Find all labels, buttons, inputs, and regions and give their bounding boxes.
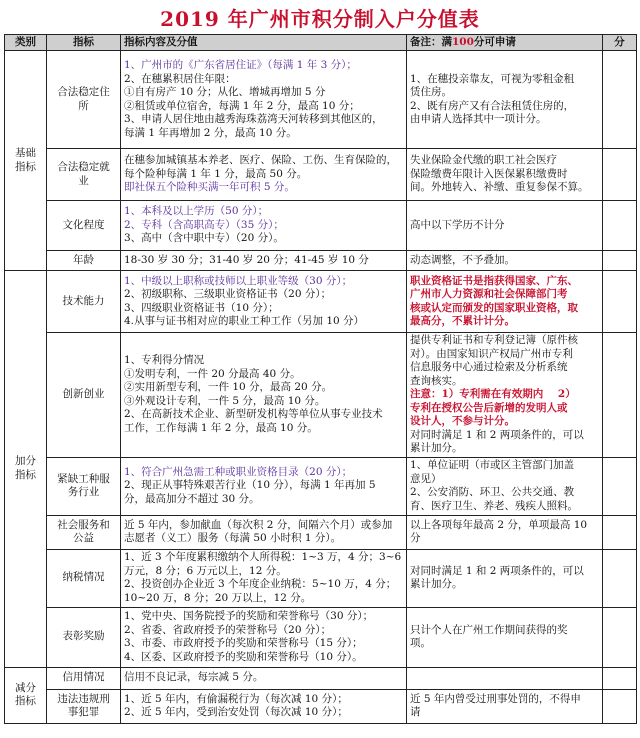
note-line: 项。 xyxy=(410,637,431,649)
category-cell-deduct: 减分 指标 xyxy=(5,667,47,723)
note-cell xyxy=(407,667,603,689)
content-line: 每满 1 年再增加 2 分，最高 10 分。 xyxy=(124,126,297,139)
content-line: 2、初级职称、三级职业资格证书（20 分）； xyxy=(124,288,332,300)
score-cell xyxy=(603,51,637,149)
note-line: 育、医疗卫生、养老、残疾人照料。 xyxy=(410,499,578,512)
note-cell xyxy=(407,549,603,607)
note-line: 信息服务中心通过检索及分析系统 xyxy=(410,361,568,373)
content-line: 18-30 岁 30 分；31-40 岁 20 分；41-45 岁 10 分 xyxy=(124,253,369,266)
note-line: 由申请人选择其中一项计分。 xyxy=(410,113,547,125)
note-cell xyxy=(407,201,603,251)
note-line: 1、单位证明（市或区主管部门加盖 xyxy=(410,459,575,471)
content-cell xyxy=(121,457,407,515)
note-cell xyxy=(407,271,603,333)
table-row xyxy=(5,149,637,201)
content-line: ②租赁或单位宿舍，每满 1 年 2 分，最高 10 分； xyxy=(124,99,360,112)
note-line: 累计加分。 xyxy=(410,442,463,454)
content-line: 1、近 5 年内，有偷漏税行为（每次减 10 分）； xyxy=(124,692,348,705)
indicator-cell: 社会服务和 公益 xyxy=(47,515,121,549)
content-line: 2、省委、省政府授予的荣誉称号（20 分）； xyxy=(124,623,332,636)
note-line: 近 5 年内曾受过刑事处罚的，不得申 xyxy=(410,692,581,705)
content-line: 志愿者（义工）服务（每满 50 小时积 1 分）。 xyxy=(124,532,342,544)
note-line: 对同时满足 1 和 2 两项条件的，可以 xyxy=(410,564,584,577)
page xyxy=(4,0,636,724)
content-line: ①自有房产 10 分；从化、增城再增加 5 分 xyxy=(124,86,326,98)
score-cell xyxy=(603,271,637,333)
table-row xyxy=(5,201,637,251)
content-cell xyxy=(121,515,407,549)
note-cell xyxy=(407,457,603,515)
content-line: ②实用新型专利，一件 10 分，最高 20 分。 xyxy=(124,381,333,394)
note-cell xyxy=(407,51,603,149)
score-cell xyxy=(603,333,637,458)
table-row xyxy=(5,515,637,549)
document-title: 2019 年广州市积分制入户分值表 xyxy=(160,7,480,31)
note-line: 注意：1）专利需在有效期内 2） xyxy=(410,388,576,400)
content-line: 3、申请人居住地由越秀海珠荔湾天河转移到其他区的， xyxy=(124,113,383,125)
note-cell xyxy=(407,333,603,458)
table-row xyxy=(5,689,637,723)
note-line: 间。外地转入、补缴、重复参保不算。 xyxy=(410,181,589,194)
content-line: 3、市委、市政府授予的奖励和荣誉称号（15 分）； xyxy=(124,637,363,649)
indicator-cell: 年龄 xyxy=(47,251,121,271)
table-row xyxy=(5,333,637,458)
note-cell xyxy=(407,149,603,201)
indicator-cell: 合法稳定住 所 xyxy=(47,51,121,149)
note-line: 失业保险金代缴的职工社会医疗 xyxy=(410,154,557,167)
content-line: 信用不良记录，每宗减 5 分。 xyxy=(124,671,264,684)
content-line: 1、中级以上职称或技师以上职业等级（30 分）； xyxy=(124,274,353,287)
note-line: 对同时满足 1 和 2 两项条件的，可以 xyxy=(410,428,584,441)
note-line: 提供专利证书和专利登记簿（原件核 xyxy=(410,334,578,346)
content-line: 2、现正从事特殊艰苦行业（10 分），每满 1 年再加 5 xyxy=(124,479,376,492)
table-row xyxy=(5,51,637,149)
header-note-suffix: 分可申请 xyxy=(473,36,516,48)
content-line: 2、在穗累积居住年限： xyxy=(124,72,236,85)
content-line: 1、本科及以上学历（50 分）； xyxy=(124,205,269,218)
content-line: 近 5 年内，参加献血（每次积 2 分，间隔六个月）或参加 xyxy=(124,518,393,531)
content-cell xyxy=(121,607,407,667)
note-line: 累计加分。 xyxy=(410,578,463,590)
content-line: 1、广州市的《广东省居住证》（每满 1 年 3 分）； xyxy=(124,59,357,71)
note-cell xyxy=(407,689,603,723)
score-cell xyxy=(603,201,637,251)
content-line: 分，最高加分不超过 30 分。 xyxy=(124,492,260,505)
content-line: 4.从事与证书相对应的职业工种工作（另加 10 分） xyxy=(124,315,365,327)
content-line: 即社保五个险种买满一年可积 5 分。 xyxy=(124,181,295,194)
indicator-cell: 紧缺工种服 务行业 xyxy=(47,457,121,515)
content-line: 2、投资创办企业近 3 个年度企业纳税：5~10 万，4 分； xyxy=(124,578,397,590)
content-line: 4、区委、区政府授予的奖励和荣誉称号（10 分）。 xyxy=(124,650,363,663)
note-line: 只计个人在广州工作期间获得的奖 xyxy=(410,623,568,636)
note-line: 设计人，不参与计分。 xyxy=(410,415,515,427)
content-cell xyxy=(121,271,407,333)
note-line: 查询核实。 xyxy=(410,374,463,387)
header-content: 指标内容及分值 xyxy=(121,35,407,51)
content-line: 3、高中（含中职中专）（20 分）。 xyxy=(124,232,284,245)
score-cell xyxy=(603,149,637,201)
content-line: 万元，8 分；6 万元以上，12 分。 xyxy=(124,564,287,577)
table-row xyxy=(5,457,637,515)
note-line: 高中以下学历不计分 xyxy=(410,218,505,231)
content-cell xyxy=(121,251,407,271)
content-line: 工作，工作每满 1 年 2 分，最高 10 分。 xyxy=(124,421,318,434)
header-indicator: 指标 xyxy=(47,35,121,51)
points-table xyxy=(4,34,637,724)
note-line: 职业资格证书是指获得国家、广东、 xyxy=(410,274,578,287)
content-line: 1、符合广州急需工种或职业资格目录（20 分）； xyxy=(124,465,353,478)
indicator-cell: 文化程度 xyxy=(47,201,121,251)
header-category: 类别 xyxy=(5,35,47,51)
content-line: 10~20 万，8 分；20 万以上，12 分。 xyxy=(124,591,312,604)
note-line: 保险缴费年限计入医保累积缴费时 xyxy=(410,167,568,180)
content-cell xyxy=(121,689,407,723)
header-note-threshold: 100 xyxy=(452,36,474,48)
score-cell xyxy=(603,607,637,667)
note-cell xyxy=(407,515,603,549)
note-line: 2、公安消防、环卫、公共交通、教 xyxy=(410,486,575,498)
note-line: 动态调整，不予叠加。 xyxy=(410,253,515,266)
score-cell xyxy=(603,689,637,723)
table-row xyxy=(5,271,637,333)
note-cell xyxy=(407,607,603,667)
content-line: 2、近 5 年内，受到治安处罚（每次减 10 分）； xyxy=(124,706,348,718)
table-row xyxy=(5,667,637,689)
score-cell xyxy=(603,515,637,549)
score-cell xyxy=(603,667,637,689)
note-line: 意见） xyxy=(410,472,442,485)
content-line: 每个险种每满 1 年 1 分，最高 50 分。 xyxy=(124,167,308,180)
note-cell xyxy=(407,251,603,271)
content-line: 2、专科（含高职高专）（35 分）； xyxy=(124,218,284,231)
content-cell xyxy=(121,333,407,458)
content-cell xyxy=(121,51,407,149)
note-line: 赁住房。 xyxy=(410,86,452,98)
note-line: 1、在穗投亲靠友，可视为零租金租 xyxy=(410,72,575,85)
table-row xyxy=(5,549,637,607)
indicator-cell: 技术能力 xyxy=(47,271,121,333)
indicator-cell: 创新创业 xyxy=(47,333,121,458)
note-line: 专利在授权公告后新增的发明人或 xyxy=(410,401,568,414)
table-row xyxy=(5,251,637,271)
score-cell xyxy=(603,251,637,271)
table-header xyxy=(5,35,637,51)
category-cell-basic: 基础 指标 xyxy=(5,51,47,271)
indicator-cell: 信用情况 xyxy=(47,667,121,689)
content-line: 2、在高新技术企业、新型研发机构等单位从事专业技术 xyxy=(124,408,383,421)
content-line: 1、党中央、国务院授予的奖励和荣誉称号（30 分）； xyxy=(124,610,374,622)
note-line: 最高分，不累计计分。 xyxy=(410,315,515,327)
note-line: 以上各项每年最高 2 分，单项最高 10 xyxy=(410,518,588,531)
indicator-cell: 表彰奖励 xyxy=(47,607,121,667)
content-cell xyxy=(121,667,407,689)
note-line: 分 xyxy=(410,532,421,544)
content-line: ③外观设计专利，一件 5 分，最高 10 分。 xyxy=(124,394,326,407)
header-note xyxy=(407,35,603,51)
content-line: ①发明专利，一件 20 分最高 40 分。 xyxy=(124,367,301,380)
indicator-cell: 纳税情况 xyxy=(47,549,121,607)
content-cell xyxy=(121,149,407,201)
indicator-cell: 违法违规刑 事犯罪 xyxy=(47,689,121,723)
content-line: 在穗参加城镇基本养老、医疗、保险、工伤、生育保险的， xyxy=(124,154,397,167)
note-line: 请 xyxy=(410,706,421,718)
score-cell xyxy=(603,457,637,515)
header-score: 分 xyxy=(603,35,637,51)
category-cell-bonus: 加分 指标 xyxy=(5,271,47,668)
note-line: 2、既有房产又有合法租赁住房的， xyxy=(410,99,575,112)
content-cell xyxy=(121,201,407,251)
table-row xyxy=(5,607,637,667)
score-cell xyxy=(603,549,637,607)
indicator-cell: 合法稳定就 业 xyxy=(47,149,121,201)
content-line: 1、近 3 个年度累积缴纳个人所得税：1~3 万，4 分；3~6 xyxy=(124,551,402,563)
content-line: 1、专利得分情况 xyxy=(124,354,205,367)
note-line: 对）。由国家知识产权局广州市专利 xyxy=(410,347,573,360)
content-cell xyxy=(121,549,407,607)
content-line: 3、四级职业资格证书（10 分）； xyxy=(124,301,279,314)
header-note-prefix: 备注：满 xyxy=(410,36,452,48)
note-line: 核或认定而颁发的国家职业资格，取 xyxy=(410,301,578,314)
note-line: 广州市人力资源和社会保障部门考 xyxy=(410,288,568,300)
